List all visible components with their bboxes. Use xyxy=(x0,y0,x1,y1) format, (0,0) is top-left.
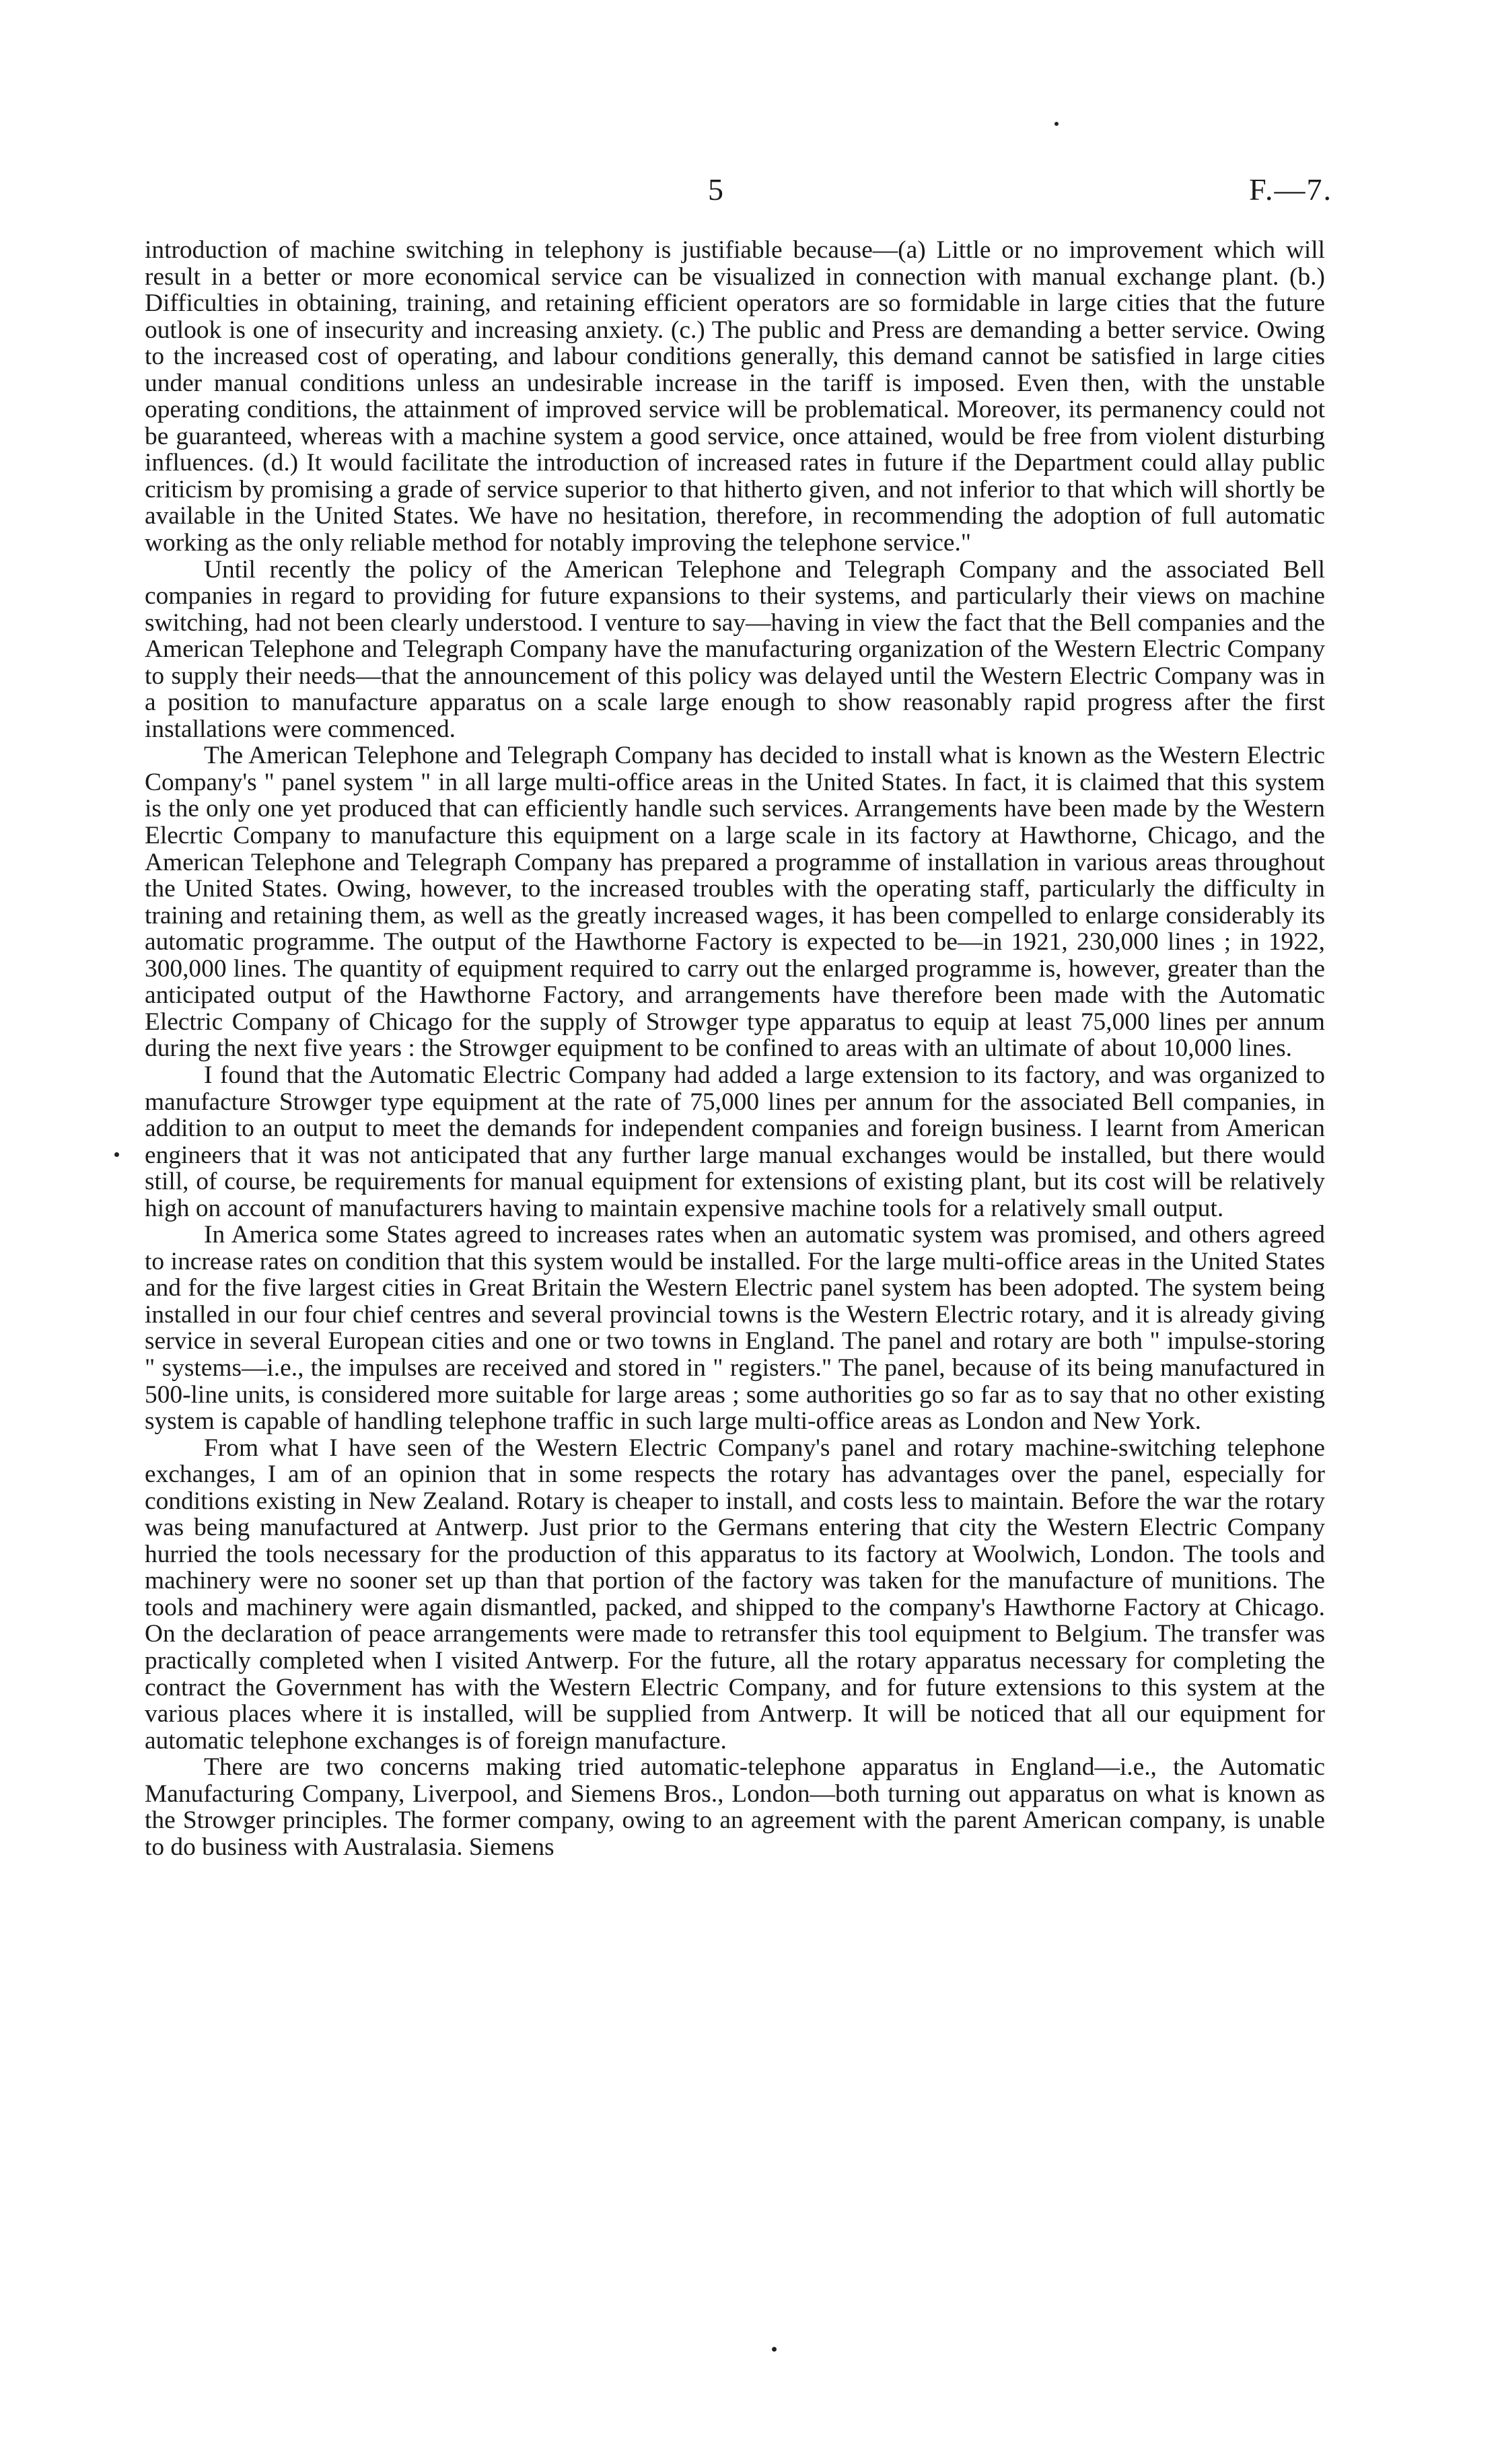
page-number: 5 xyxy=(708,172,723,207)
paragraph-automatic-electric: I found that the Automatic Electric Company had added a large extension to its factory, and was organized to manufacture Strowger type equipment at the rate of 75,000 lines per annum for the associated Bell companies, in addition to an output to meet the demands for independent companies and foreign business. I learnt from American engineers that it was not anticipated that any further large manual exchanges would be installed, but there would still, of course, be requirements for manual equipment for extensions of existing plant, but its cost will be relatively high on account of manufacturers having to maintain expensive machine tools for a relatively small output. xyxy=(145,1061,1325,1222)
paragraph-continuation: introduction of machine switching in telephony is justifiable because—(a) Little or no improvement which will result in a better or more economical service can be visualized in connection with manual exchange plant. (b.) Difficulties in obtaining, training, and retaining efficient operators are so formidable in large cities that the future outlook is one of insecurity and increasing anxiety. (c.) The public and Press are demanding a better service. Owing to the increased cost of operating, and labour conditions generally, this demand cannot be satisfied in large cities under manual conditions unless an undesirable increase in the tariff is imposed. Even then, with the unstable operating conditions, the attainment of improved service will be problematical. Moreover, its permanency could not be guaranteed, whereas with a machine system a good service, once attained, would be free from violent disturbing influences. (d.) It would facilitate the introduction of increased rates in future if the Department could allay public criticism by promising a grade of service superior to that hitherto given, and not inferior to that which will shortly be available in the United States. We have no hesitation, therefore, in recommending the adoption of full automatic working as the only reliable method for notably improving the telephone service." xyxy=(145,236,1325,557)
paragraph-english-concerns: There are two concerns making tried automatic-telephone apparatus in England—i.e., the Automatic Manufacturing Company, Liverpool, and Siemens Bros., London—both turning out apparatus on what is known as the Strowger principles. The former company, owing to an agreement with the parent American company, is unable to do business with Australasia. Siemens xyxy=(145,1753,1325,1861)
document-reference: F.—7. xyxy=(1249,172,1332,207)
scan-speck-top xyxy=(1054,122,1059,126)
paragraph-america-rates: In America some States agreed to increases rates when an automatic system was promised, and others agreed to increase rates on condition that this system would be installed. For the large multi-office areas in the United States and for the five largest cities in Great Britain the Western Electric panel system has been adopted. The system being installed in our four chief centres and several provincial towns is the Western Electric rotary, and it is already giving service in several European cities and one or two towns in England. The panel and rotary are both " impulse-storing " systems—i.e., the impulses are received and stored in " registers." The panel, because of its being manufactured in 500-line units, is considered more suitable for large areas ; some authorities go so far as to say that no other existing system is capable of handling telephone traffic in such large multi-office areas as London and New York. xyxy=(145,1221,1325,1436)
paragraph-bell-policy: Until recently the policy of the American Telephone and Telegraph Company and the associated Bell companies in regard to providing for future expansions to their systems, and particularly their views on machine switching, had not been clearly understood. I venture to say—having in view the fact that the Bell companies and the American Telephone and Telegraph Company have the manufacturing organization of the Western Electric Company to supply their needs—that the announcement of this policy was delayed until the Western Electric Company was in a position to manufacture apparatus on a scale large enough to show reasonably rapid progress after the first installations were commenced. xyxy=(145,555,1325,743)
scan-speck-margin xyxy=(114,1152,119,1157)
page-header xyxy=(0,170,1502,217)
body-text xyxy=(145,237,1325,1860)
paragraph-panel-system: The American Telephone and Telegraph Company has decided to install what is known as the Western Electric Company's " panel system " in all large multi-office areas in the United States. In fact, it is claimed that this system is the only one yet produced that can efficiently handle such services. Arrangements have been made by the Western Elecrtic Company to manufacture this equipment on a large scale in its factory at Hawthorne, Chicago, and the American Telephone and Telegraph Company has prepared a programme of installation in various areas throughout the United States. Owing, however, to the increased troubles with the operating staff, particularly the difficulty in training and retaining them, as well as the greatly increased wages, it has been compelled to enlarge considerably its automatic programme. The output of the Hawthorne Factory is expected to be—in 1921, 230,000 lines ; in 1922, 300,000 lines. The quantity of equipment required to carry out the enlarged programme is, however, greater than the anticipated output of the Hawthorne Factory, and arrangements have therefore been made with the Automatic Electric Company of Chicago for the supply of Strowger type apparatus to equip at least 75,000 lines per annum during the next five years : the Strowger equipment to be confined to areas with an ultimate of about 10,000 lines. xyxy=(145,742,1325,1063)
scan-speck-bottom xyxy=(772,2347,777,2352)
paragraph-rotary-advantages: From what I have seen of the Western Electric Company's panel and rotary machine-switching telephone exchanges, I am of an opinion that in some respects the rotary has advantages over the panel, especially for conditions existing in New Zealand. Rotary is cheaper to install, and costs less to maintain. Before the war the rotary was being manufactured at Antwerp. Just prior to the Germans entering that city the Western Electric Company hurried the tools necessary for the production of this apparatus to its factory at Woolwich, London. The tools and machinery were no sooner set up than that portion of the factory was taken for the manufacture of munitions. The tools and machinery were again dismantled, packed, and shipped to the company's Hawthorne Factory at Chicago. On the declaration of peace arrangements were made to retransfer this tool equipment to Belgium. The transfer was practically completed when I visited Antwerp. For the future, all the rotary apparatus necessary for completing the contract the Government has with the Western Electric Company, and for future extensions to this system at the various places where it is installed, will be supplied from Antwerp. It will be noticed that all our equipment for automatic telephone exchanges is of foreign manufacture. xyxy=(145,1434,1325,1755)
